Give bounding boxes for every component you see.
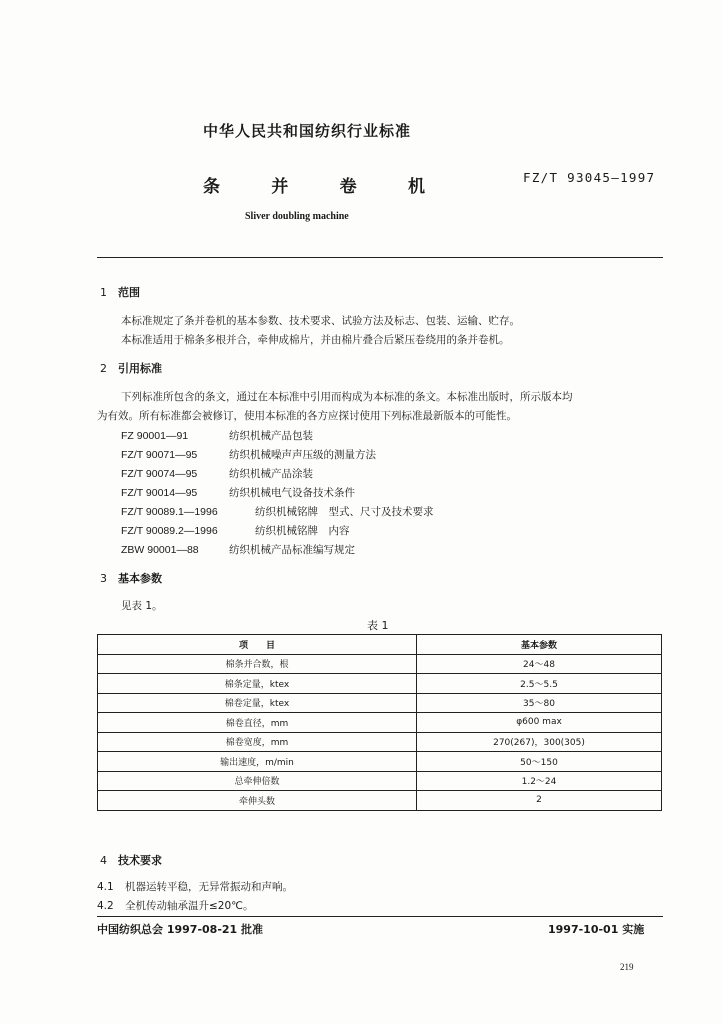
approval-date: 中国纺织总会 1997-08-21 批准 <box>97 923 264 936</box>
section-2-heading <box>100 360 162 376</box>
section-title: 引用标准 <box>118 362 162 375</box>
section-2-paragraph: 为有效。所有标准都会被修订，使用本标准的各方应探讨使用下列标准最新版本的可能性。 <box>97 410 517 422</box>
section-1-paragraph: 本标准适用于棉条多根并合，牵伸成棉片，并由棉片叠合后紧压卷绕用的条并卷机。 <box>121 334 510 346</box>
header-divider <box>97 257 663 258</box>
reference-code: FZ/T 90074—95 <box>121 468 198 480</box>
reference-item <box>121 466 313 481</box>
reference-item <box>121 542 355 557</box>
section-title: 基本参数 <box>118 572 162 585</box>
reference-item <box>121 504 434 519</box>
section-title: 范围 <box>118 286 140 299</box>
clause-item <box>97 879 293 894</box>
table-row <box>98 732 662 752</box>
table-header-row <box>98 635 662 655</box>
reference-title: 纺织机械产品涂装 <box>229 468 313 480</box>
reference-title: 纺织机械铭牌 型式、尺寸及技术要求 <box>255 506 434 518</box>
effective-date: 1997-10-01 实施 <box>548 923 645 936</box>
reference-title: 纺织机械电气设备技术条件 <box>229 487 355 499</box>
column-header: 项 目 <box>98 635 417 655</box>
table-cell: 棉卷定量，ktex <box>98 693 417 713</box>
clause-number: 4.1 <box>97 881 114 893</box>
table-cell: 棉条定量，ktex <box>98 674 417 694</box>
table-cell: 270(267)，300(305) <box>417 732 662 752</box>
parameters-table <box>97 634 662 811</box>
section-number: 4 <box>100 854 107 867</box>
clause-item <box>97 898 253 913</box>
table-cell: 棉卷宽度，mm <box>98 732 417 752</box>
table-cell: 50～150 <box>417 752 662 772</box>
reference-title: 纺织机械噪声声压级的测量方法 <box>229 449 376 461</box>
table-cell: 1.2～24 <box>417 771 662 791</box>
clause-text: 全机传动轴承温升≤20℃。 <box>125 900 254 912</box>
reference-code: ZBW 90001—88 <box>121 544 199 556</box>
section-number: 1 <box>100 286 107 299</box>
section-1-heading <box>100 284 140 300</box>
table-row <box>98 654 662 674</box>
table-row <box>98 771 662 791</box>
reference-code: FZ/T 90071—95 <box>121 449 198 461</box>
section-1-paragraph: 本标准规定了条并卷机的基本参数、技术要求、试验方法及标志、包装、运输、贮存。 <box>121 315 520 327</box>
table-cell: 2.5～5.5 <box>417 674 662 694</box>
section-3-paragraph: 见表 1。 <box>121 600 163 612</box>
table-cell: 棉卷直径，mm <box>98 713 417 733</box>
section-3-heading <box>100 570 162 586</box>
reference-code: FZ/T 90089.2—1996 <box>121 525 218 537</box>
page-number: 219 <box>620 962 634 972</box>
table-row <box>98 713 662 733</box>
english-title: Sliver doubling machine <box>245 211 349 222</box>
reference-title: 纺织机械铭牌 内容 <box>255 525 350 537</box>
section-title: 技术要求 <box>118 854 162 867</box>
table-row <box>98 752 662 772</box>
reference-item <box>121 428 313 443</box>
reference-item <box>121 523 350 538</box>
issuing-organization: 中华人民共和国纺织行业标准 <box>203 122 412 140</box>
table-row <box>98 674 662 694</box>
table-row <box>98 693 662 713</box>
section-number: 3 <box>100 572 107 585</box>
reference-code: FZ/T 90014—95 <box>121 487 198 499</box>
title-char: 并 <box>271 177 289 197</box>
title-char: 卷 <box>339 177 357 197</box>
reference-code: FZ 90001—91 <box>121 430 189 442</box>
table-caption: 表 1 <box>367 619 389 632</box>
standard-title <box>203 172 425 197</box>
table-cell: 24～48 <box>417 654 662 674</box>
table-cell: 牵伸头数 <box>98 791 417 811</box>
column-header: 基本参数 <box>417 635 662 655</box>
table-cell: 总牵伸倍数 <box>98 771 417 791</box>
table-cell: φ600 max <box>417 713 662 733</box>
reference-item <box>121 447 376 462</box>
reference-title: 纺织机械产品标准编写规定 <box>229 544 355 556</box>
title-char: 条 <box>203 177 220 197</box>
section-4-heading <box>100 852 162 868</box>
title-char: 机 <box>407 177 425 197</box>
section-number: 2 <box>100 362 107 375</box>
table-cell: 35～80 <box>417 693 662 713</box>
standard-code: FZ/T 93045—1997 <box>523 170 656 185</box>
table-cell: 棉条并合数，根 <box>98 654 417 674</box>
table-cell: 2 <box>417 791 662 811</box>
clause-number: 4.2 <box>97 900 114 912</box>
reference-item <box>121 485 355 500</box>
table-cell: 输出速度，m/min <box>98 752 417 772</box>
section-2-paragraph: 下列标准所包含的条文，通过在本标准中引用而构成为本标准的条文。本标准出版时，所示版本均 <box>121 391 573 403</box>
reference-code: FZ/T 90089.1—1996 <box>121 506 218 518</box>
table-row <box>98 791 662 811</box>
reference-title: 纺织机械产品包装 <box>229 430 313 442</box>
footer-divider <box>97 916 663 917</box>
clause-text: 机器运转平稳，无异常振动和声响。 <box>125 881 293 893</box>
